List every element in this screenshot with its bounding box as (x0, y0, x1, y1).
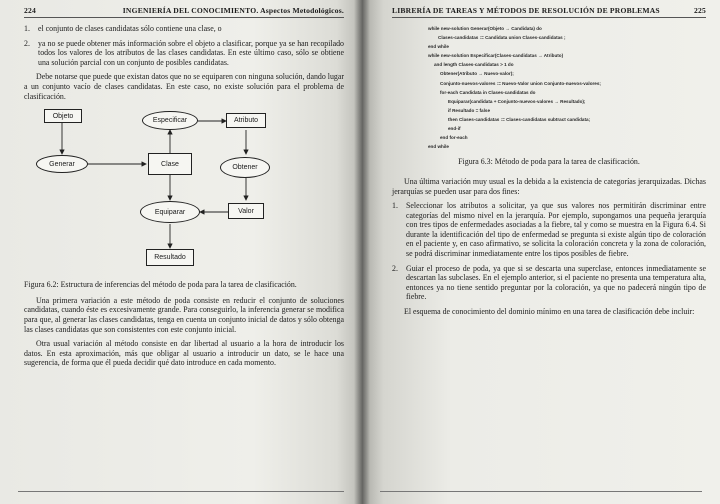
paragraph: Otra usual variación al método consiste en dar libertad al usuario a la hora de introducir los datos. En esta aproximación, más que obligar al usuario a introducir un dato, se le hace una sugerencia, de forma que él pueda decidir qué dato introduce en cada momento. (24, 339, 344, 368)
list-number: 2. (392, 263, 398, 273)
footer-rule (18, 491, 344, 492)
figure-caption: Figura 6.2: Estructura de inferencias del método de poda para la tarea de clasificación. (24, 280, 297, 290)
code-line: if Resultado = false (448, 107, 490, 113)
node-valor: Valor (228, 203, 264, 219)
paragraph: Una primera variación a este método de poda consiste en reducir el conjunto de soluciones candidatas, cuando éste es excesivamente grande. Para conseguirlo, la inferencia generar se modifica para que, al generar las clases candidatas, tenga en cuenta un conjunto inicial de datos y sólo obtenga las clases candidatas que son consistentes con este conjunto inicial. (24, 295, 344, 334)
figure-caption: Figura 6.3: Método de poda para la tarea de clasificación. (458, 157, 640, 167)
left-running-head (24, 6, 344, 18)
paragraph: El esquema de conocimiento del dominio mínimo en una tarea de clasificación debe incluir: (404, 307, 695, 317)
right-running-head (392, 6, 706, 18)
node-obtener: Obtener (220, 157, 270, 178)
node-objeto: Objeto (44, 109, 82, 123)
list-number: 1. (392, 201, 398, 211)
list-text: Guiar el proceso de poda, ya que si se descarta una superclase, entonces inmediatamente se descartan las subclases. En el ejemplo anterior, si el paciente no presenta una temperatura alta, entonces ya no tiene sentido preguntar por la coloración, ya que no padecerá ningún tipo de fiebre. (406, 263, 706, 302)
node-clase: Clase (148, 153, 192, 175)
book-gutter (354, 0, 370, 504)
left-page-number: 224 (24, 6, 36, 15)
paragraph: Una última variación muy usual es la debida a la existencia de categorías jerarquizadas. Dichas jerarquías se pueden usar para dos fines: (392, 176, 706, 196)
code-line: end-if (448, 126, 461, 132)
code-line: while new-solution Generar(Objeto → Candidata) do (428, 26, 542, 31)
code-line: for-each Candidata in Clases-candidatas do (440, 89, 536, 95)
code-line: and length Clases-candidatas > 1 do (434, 62, 514, 68)
pseudocode-block (428, 24, 706, 151)
code-line: while new-solution Especificar(Clases-candidatas → Atributo) (428, 53, 564, 59)
footer-rule (380, 491, 702, 492)
node-generar: Generar (36, 155, 88, 173)
node-resultado: Resultado (146, 249, 194, 266)
code-line: end for-each (440, 135, 468, 141)
code-line: end while (428, 44, 449, 50)
code-line: Conjunto-nuevos-valores := Nuevo-Valor union Conjunto-nuevos-valores; (440, 80, 601, 86)
right-page-number: 225 (694, 6, 706, 15)
code-line: end while (428, 144, 449, 150)
list-item (24, 39, 344, 68)
node-atributo: Atributo (226, 113, 266, 128)
code-line: Clases-candidatas := Candidata union Clases-candidatas ; (438, 35, 566, 41)
paragraph: Debe notarse que puede que existan datos que no se equiparen con ninguna solución, dando lugar a un conjunto vacío de clases candidatas. En este caso, no existe solución para el problema de clasificación. (24, 72, 344, 101)
list-item (24, 24, 344, 34)
list-text: ya no se puede obtener más información sobre el objeto a clasificar, porque ya se han recopilado todos los valores de los atributos de las clases candidatas. En este último caso, sólo se obtiene una solución parcial con un conjunto de posibles candidatas. (38, 38, 344, 67)
list-text: el conjunto de clases candidatas sólo contiene una clase, o (38, 24, 222, 33)
list-item (392, 264, 706, 302)
list-number: 1. (24, 24, 30, 33)
list-item (392, 201, 706, 259)
inference-diagram (30, 106, 330, 276)
left-running-title: INGENIERÍA DEL CONOCIMIENTO. Aspectos Metodológicos. (122, 6, 344, 15)
list-text: Seleccionar los atributos a solicitar, ya que sus valores nos permitirán discriminar entre categorías del mismo nivel en la jerarquía. Por ejemplo, supongamos una pequeña jerarquía con tres tipos de enfermedades asociadas a la fiebre, tal y como se muestra en la Figura 6.4. Si durante la identificación del tipo de enfermedad se pregunta si existe algún tipo de coloración en el paciente y, en caso afirmativo, se solicita la coloración concreta y la zona de coloración, se podrá discriminar inmediatamente entre los tipos posibles de fiebre. (406, 201, 706, 259)
node-equiparar: Equiparar (140, 201, 200, 223)
right-page (362, 0, 720, 504)
right-running-title: LIBRERÍA DE TAREAS Y MÉTODOS DE RESOLUCIÓN DE PROBLEMAS (392, 6, 660, 15)
code-line: then Clases-candidatas := Clases-candidatas subtract candidata; (448, 116, 591, 122)
code-line: Equiparar(candidata + Conjunto-nuevos-valores → Resultado); (448, 98, 586, 104)
list-number: 2. (24, 38, 30, 48)
code-line: Obtener(Atributo → Nuevo-valor); (440, 71, 514, 77)
node-especificar: Especificar (142, 111, 198, 130)
